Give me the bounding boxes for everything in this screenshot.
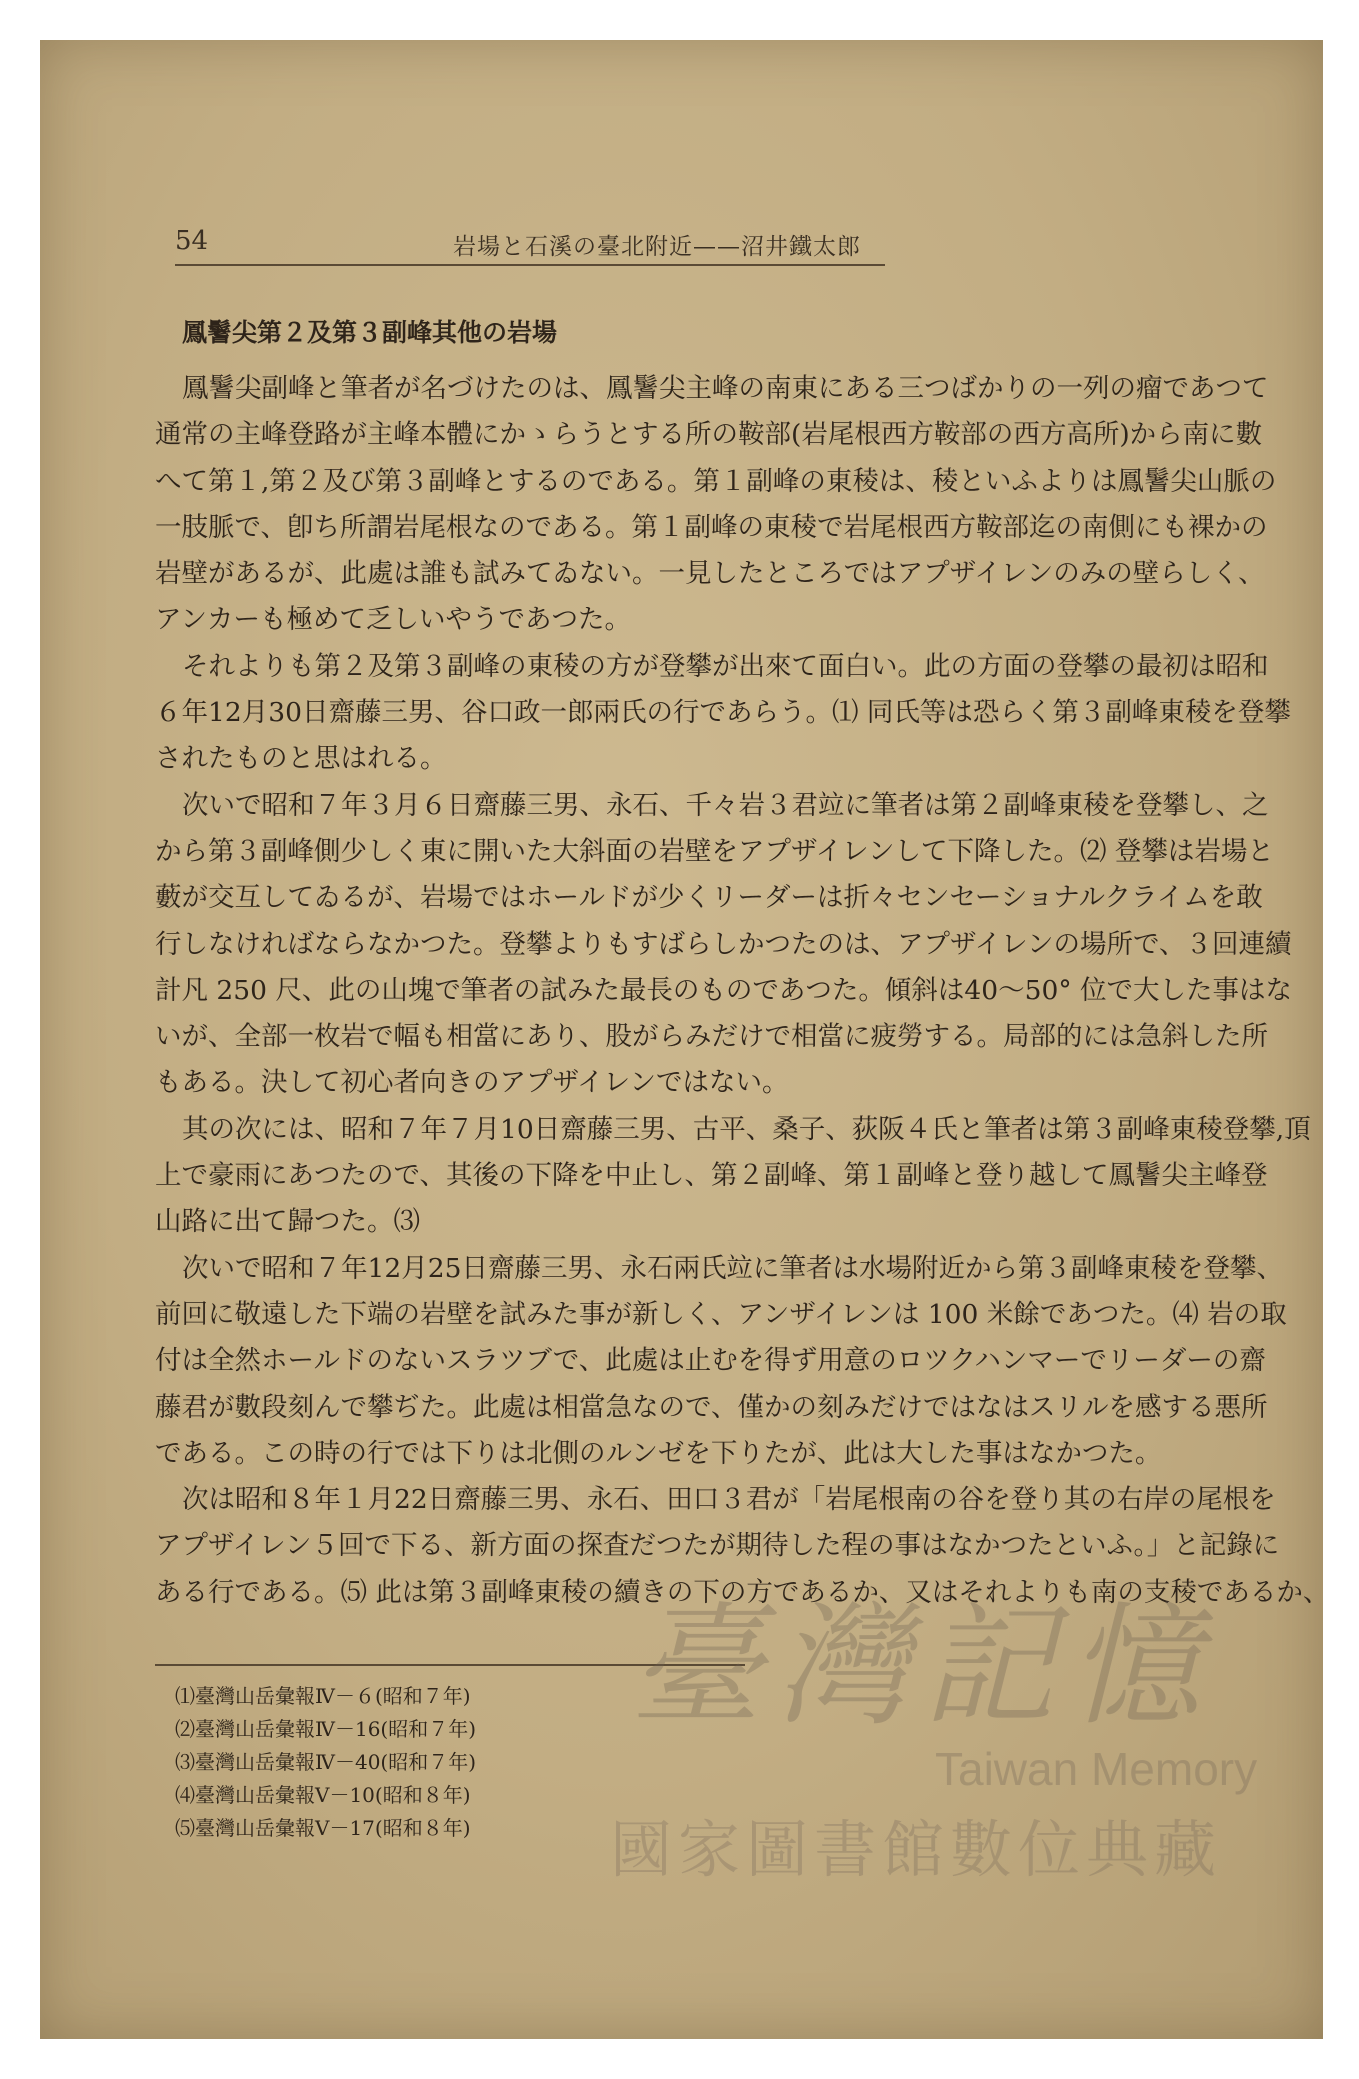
body-text bbox=[155, 366, 1330, 1616]
text-line: もある。決して初心者向きのアプザイレンではない。 bbox=[155, 1067, 789, 1099]
text-line: 次いで昭和７年３月６日齋藤三男、永石、千々岩３君竝に筆者は第２副峰東稜を登攀し、之 bbox=[182, 789, 1269, 821]
text-line: 行しなければならなかつた。登攀よりもすばらしかつたのは、アプザイレンの場所で、３回連續 bbox=[155, 928, 1292, 960]
text-line: 岩壁があるが、此處は誰も試みてゐない。一見したところではアプザイレンのみの壁らしく、 bbox=[155, 558, 1265, 590]
text-line: 山路に出て歸つた。⑶ bbox=[155, 1206, 420, 1238]
text-line: それよりも第２及第３副峰の東稜の方が登攀が出來て面白い。此の方面の登攀の最初は昭和 bbox=[182, 650, 1269, 682]
footnotes bbox=[175, 1680, 476, 1845]
text-line: されたものと思はれる。 bbox=[155, 743, 447, 775]
text-line: へて第１,第２及び第３副峰とするのである。第１副峰の東稜は、稜といふよりは鳳鬐尖山脈の bbox=[155, 465, 1277, 497]
text-line: 次は昭和８年１月22日齋藤三男、永石、田口３君が「岩尾根南の谷を登り其の右岸の尾根を bbox=[182, 1484, 1276, 1516]
text-line: アンカーも極めて乏しいやうであつた。 bbox=[155, 604, 631, 636]
text-line: アプザイレン５回で下る、新方面の探査だつたが期待した程の事はなかつたといふ。」と記錄に bbox=[155, 1530, 1280, 1562]
footnote: ⑷臺灣山岳彙報Ⅴ－10(昭和８年) bbox=[175, 1783, 471, 1807]
footnote: ⑵臺灣山岳彙報Ⅳ－16(昭和７年) bbox=[175, 1717, 477, 1741]
text-line: 其の次には、昭和７年７月10日齋藤三男、古平、桑子、荻阪４氏と筆者は第３副峰東稜登攀,頂 bbox=[182, 1113, 1311, 1145]
text-line: 次いで昭和７年12月25日齋藤三男、永石兩氏竝に筆者は水場附近から第３副峰東稜を登攀、 bbox=[182, 1252, 1283, 1284]
text-line: 藪が交互してゐるが、岩場ではホールドが少くリーダーは折々センセーショナルクライムを敢 bbox=[155, 882, 1263, 914]
text-line: ６年12月30日齋藤三男、谷口政一郎兩氏の行であらう。⑴ 同氏等は恐らく第３副峰東稜を登攀 bbox=[155, 697, 1291, 729]
footnote: ⑴臺灣山岳彙報Ⅳ－６(昭和７年) bbox=[175, 1684, 471, 1708]
text-line: 通常の主峰登路が主峰本體にかゝらうとする所の鞍部(岩尾根西方鞍部の西方高所)から南に數 bbox=[155, 419, 1263, 451]
text-line: 藤君が數段刻んで攀ぢた。此處は相當急なので、僅かの刻みだけではなはスリルを感する悪所 bbox=[155, 1391, 1268, 1423]
page-number: 54 bbox=[175, 226, 209, 256]
text-line: から第３副峰側少しく東に開いた大斜面の岩壁をアプザイレンして下降した。⑵ 登攀は岩場と bbox=[155, 835, 1274, 867]
watermark-logo: 臺灣記憶 bbox=[630, 1590, 1214, 1744]
watermark bbox=[600, 1560, 1300, 1920]
page-header bbox=[175, 224, 885, 266]
watermark-english: Taiwan Memory bbox=[935, 1743, 1258, 1795]
text-line: いが、全部一枚岩で幅も相當にあり、股がらみだけで相當に疲勞する。局部的には急斜した所 bbox=[155, 1021, 1268, 1053]
text-line: 鳳鬐尖副峰と筆者が名づけたのは、鳳鬐尖主峰の南東にある三つばかりの一列の瘤であつて bbox=[182, 373, 1269, 404]
text-line: 計凡 250 尺、此の山塊で筆者の試みた最長のものであつた。傾斜は40〜50° 位で大した事はな bbox=[155, 974, 1293, 1006]
text-line: 一肢脈で、卽ち所謂岩尾根なのである。第１副峰の東稜で岩尾根西方鞍部迄の南側にも裸かの bbox=[155, 511, 1268, 543]
running-title: 岩場と石溪の臺北附近——沼井鐵太郎 bbox=[453, 234, 861, 260]
watermark-chinese: 國家圖書館數位典藏 bbox=[610, 1813, 1223, 1886]
text-line: ある行である。⑸ 此は第３副峰東稜の續きの下の方であるか、又はそれよりも南の支稜であるか、 bbox=[155, 1576, 1330, 1608]
text-line: である。この時の行では下りは北側のルンゼを下りたが、此は大した事はなかつた。 bbox=[155, 1437, 1162, 1469]
footnote: ⑶臺灣山岳彙報Ⅳ－40(昭和７年) bbox=[175, 1750, 477, 1774]
footnote: ⑸臺灣山岳彙報Ⅴ－17(昭和８年) bbox=[175, 1816, 471, 1840]
text-line: 上で豪雨にあつたので、其後の下降を中止し、第２副峰、第１副峰と登り越して鳳鬐尖主峰登 bbox=[155, 1160, 1268, 1192]
section-heading: 鳳鬐尖第２及第３副峰其他の岩場 bbox=[182, 318, 558, 347]
text-line: 前回に敬遠した下端の岩壁を試みた事が新しく、アンザイレンは 100 米餘であつた。⑷ 岩の取 bbox=[155, 1298, 1287, 1330]
text-line: 付は全然ホールドのないスラツブで、此處は止むを得ず用意のロツクハンマーでリーダーの齋 bbox=[155, 1345, 1266, 1377]
